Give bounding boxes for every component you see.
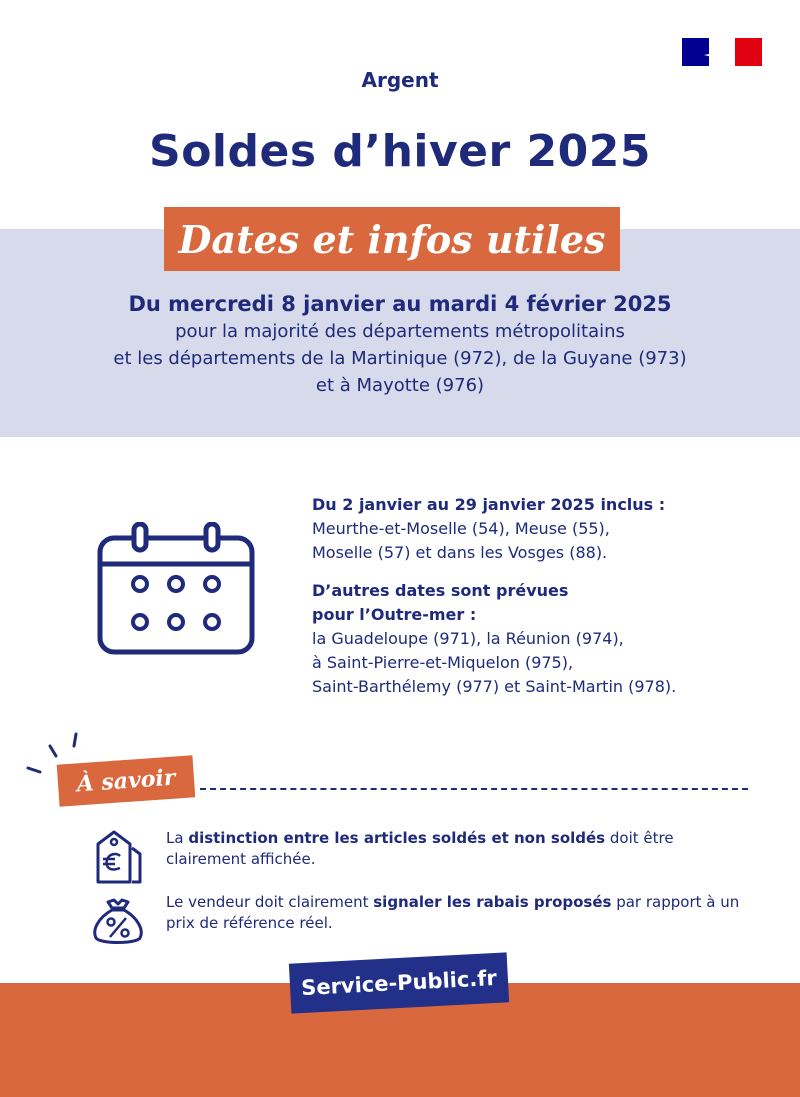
other-dates	[312, 493, 782, 699]
subtitle-text: Dates et infos utiles	[178, 216, 606, 262]
page-title: Soldes d’hiver 2025	[149, 126, 651, 177]
main-dates-line-3: et à Mayotte (976)	[315, 375, 485, 396]
main-dates-line-2: et les départements de la Martinique (972), de la Guyane (973)	[113, 348, 687, 369]
tip-rabais	[88, 890, 768, 950]
service-public-text: Service-Public.fr	[300, 965, 498, 1001]
category-label: Argent	[361, 68, 439, 92]
overseas-line-1: la Guadeloupe (971), la Réunion (974),	[312, 629, 624, 648]
percent-bag-icon	[88, 890, 148, 952]
subtitle-banner	[164, 207, 620, 271]
main-dates-line-1: pour la majorité des départements métropolitains	[175, 321, 625, 342]
tip-distinction	[88, 826, 768, 886]
tip-rabais-text: Le vendeur doit clairement signaler les rabais proposés par rapport à un prix de référence réel.	[166, 893, 740, 932]
french-republic-flag-icon	[682, 38, 762, 66]
overseas-heading-2: pour l’Outre-mer :	[312, 605, 477, 624]
calendar-icon	[96, 522, 256, 658]
other-dates-line-1: Meurthe-et-Moselle (54), Meuse (55),	[312, 519, 610, 538]
main-dates	[0, 290, 800, 399]
marianne-profile-icon	[700, 41, 744, 63]
a-savoir-text: À savoir	[75, 764, 177, 798]
other-dates-line-2: Moselle (57) et dans les Vosges (88).	[312, 543, 608, 562]
dashed-divider	[200, 788, 748, 790]
overseas-line-2: à Saint-Pierre-et-Miquelon (975),	[312, 653, 574, 672]
other-dates-heading-1: Du 2 janvier au 29 janvier 2025 inclus :	[312, 495, 666, 514]
a-savoir-label	[57, 755, 196, 806]
euro-tag-icon	[88, 826, 148, 888]
overseas-dates	[312, 579, 782, 699]
main-dates-heading: Du mercredi 8 janvier au mardi 4 février 2025	[128, 292, 672, 316]
overseas-line-3: Saint-Barthélemy (977) et Saint-Martin (978).	[312, 677, 677, 696]
tip-distinction-text: La distinction entre les articles soldés et non soldés doit être clairement affichée.	[166, 829, 674, 868]
overseas-heading-1: D’autres dates sont prévues	[312, 581, 569, 600]
